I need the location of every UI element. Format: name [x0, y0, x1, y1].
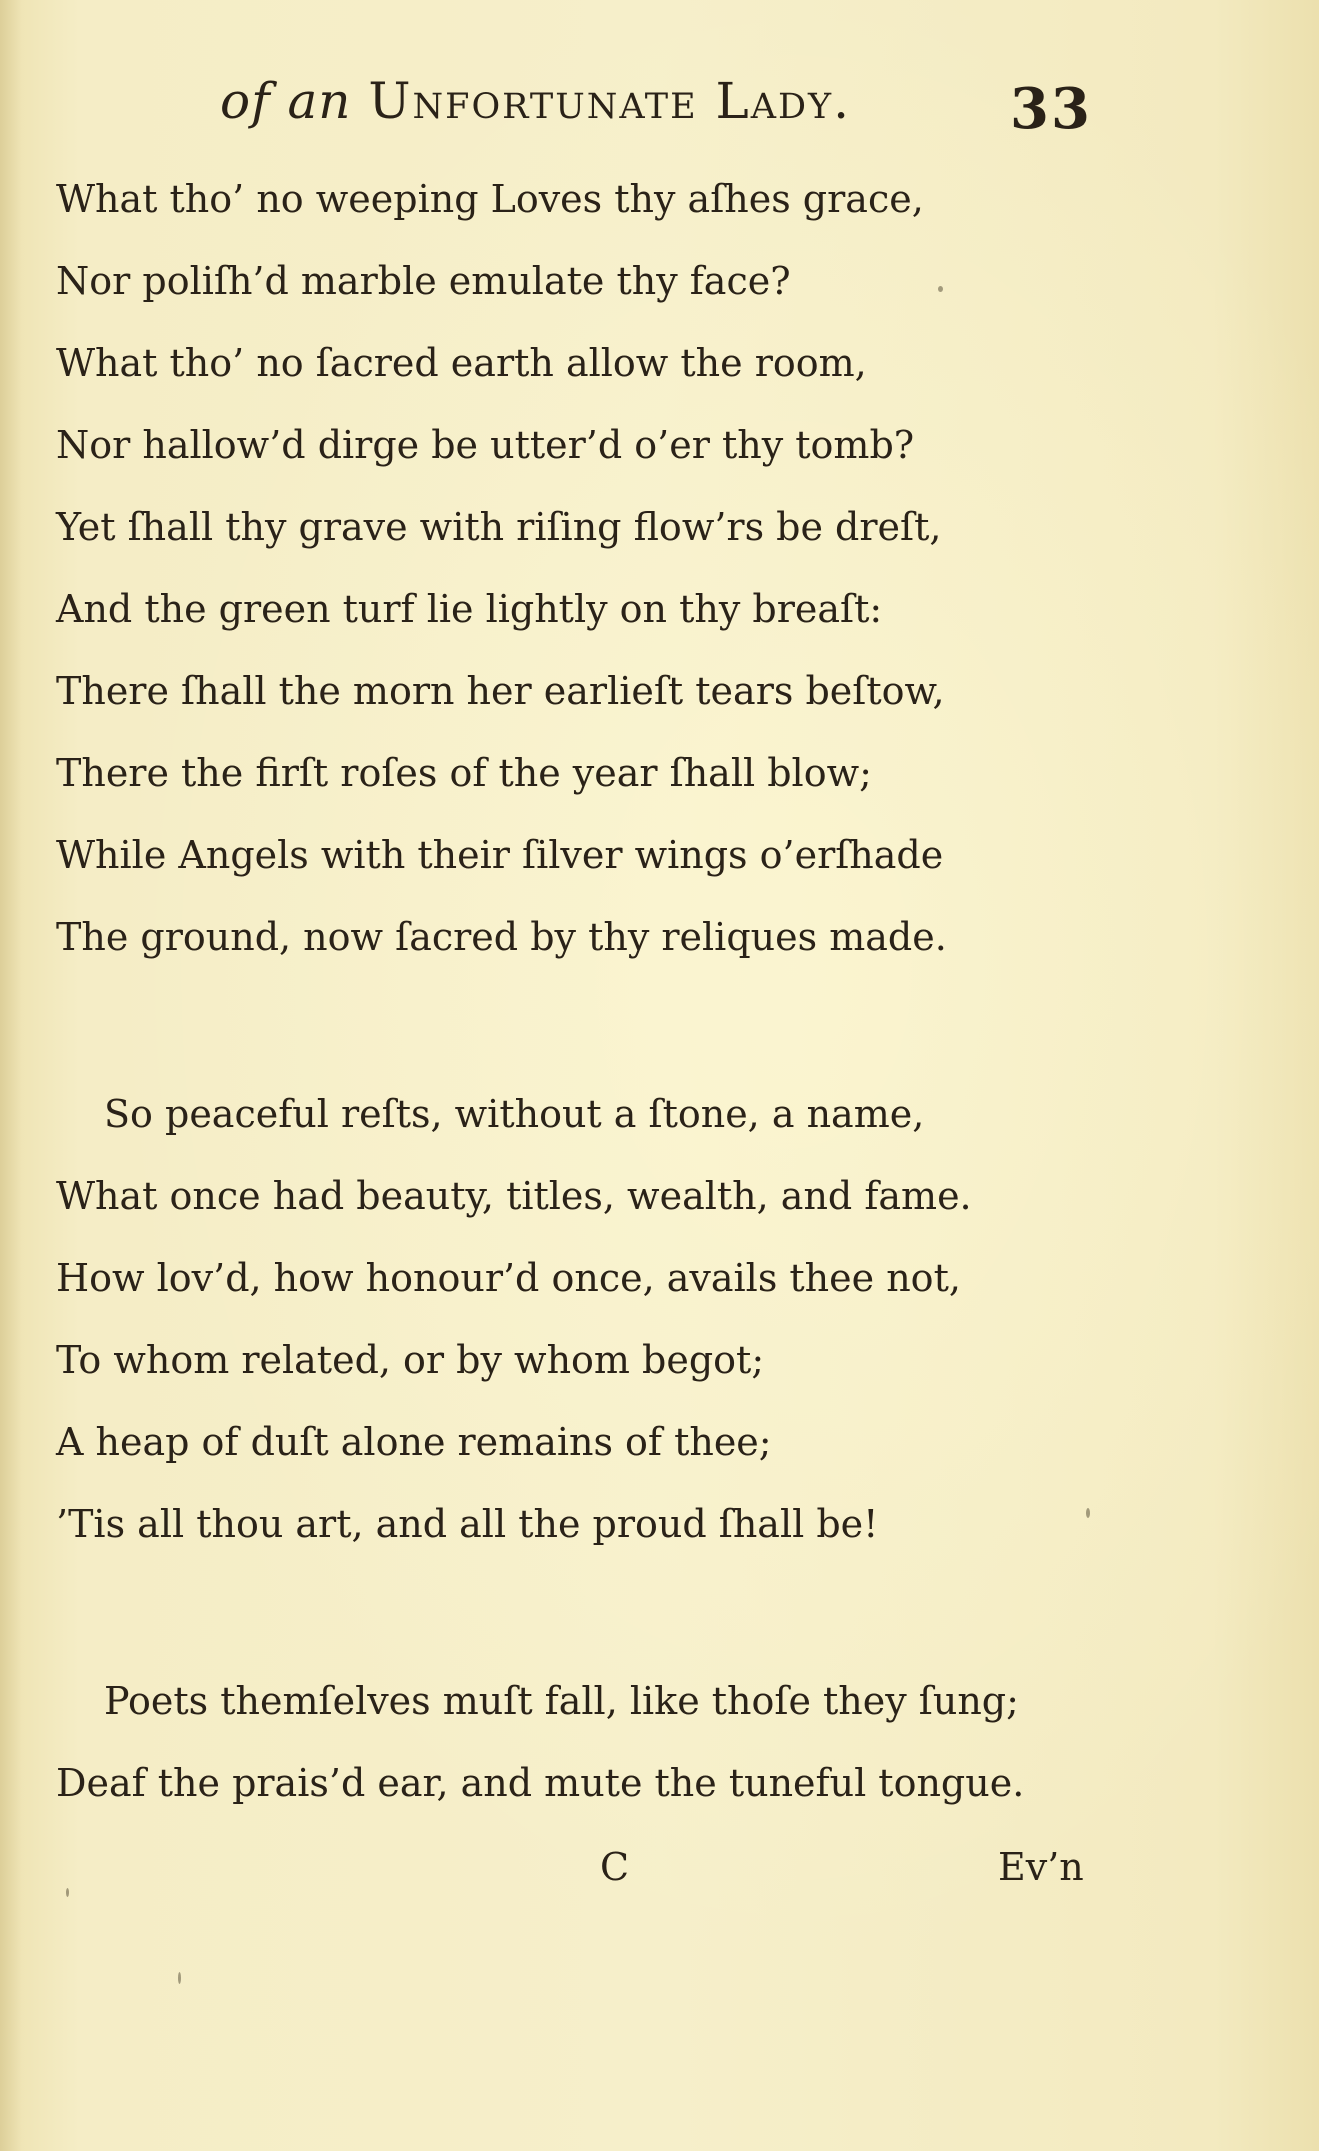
verse-line: Yet ſhall thy grave with riſing flow’rs be dreſt, [56, 505, 942, 549]
verse-line: There ſhall the morn her earlieſt tears beſtow, [56, 669, 945, 713]
page-number: 33 [1010, 76, 1092, 142]
page-edge-shadow [0, 0, 22, 2151]
running-head-prefix: of an [220, 72, 352, 130]
verse-line: What once had beauty, titles, wealth, and fame. [56, 1174, 972, 1218]
verse-line: There the firſt roſes of the year ſhall blow; [56, 751, 872, 795]
signature-mark: C [600, 1845, 630, 1889]
paper-speck [66, 1888, 69, 1897]
catchword: Ev’n [998, 1845, 1084, 1889]
stanza-1 [56, 158, 1096, 978]
paper-speck [1086, 1508, 1090, 1518]
verse-line: What tho’ no weeping Loves thy aſhes grace, [56, 177, 924, 221]
verse-line: ’Tis all thou art, and all the proud ſhall be! [56, 1502, 879, 1546]
verse-line: To whom related, or by whom begot; [56, 1338, 765, 1382]
verse-line: And the green turf lie lightly on thy breaſt: [56, 587, 883, 631]
verse-line: Deaf the prais’d ear, and mute the tuneful tongue. [56, 1761, 1025, 1805]
stanza-2 [56, 1073, 1096, 1565]
verse-line: Nor hallow’d dirge be utter’d o’er thy tomb? [56, 423, 915, 467]
verse-line: While Angels with their ſilver wings o’erſhade [56, 833, 944, 877]
verse-line: Poets themſelves muſt fall, like thoſe they ſung; [104, 1679, 1019, 1723]
paper-speck [178, 1972, 181, 1984]
verse-line: A heap of duſt alone remains of thee; [56, 1420, 772, 1464]
stanza-3 [56, 1660, 1096, 1824]
running-head [220, 72, 1120, 142]
verse-line: So peaceful reſts, without a ſtone, a name, [104, 1092, 925, 1136]
verse-line: Nor poliſh’d marble emulate thy face? [56, 259, 791, 303]
paper-speck [938, 286, 943, 292]
running-head-title: Unfortunate Lady. [368, 72, 852, 130]
verse-line: How lov’d, how honour’d once, avails thee not, [56, 1256, 961, 1300]
verse-line: What tho’ no ſacred earth allow the room, [56, 341, 867, 385]
verse-line: The ground, now ſacred by thy reliques made. [56, 915, 947, 959]
